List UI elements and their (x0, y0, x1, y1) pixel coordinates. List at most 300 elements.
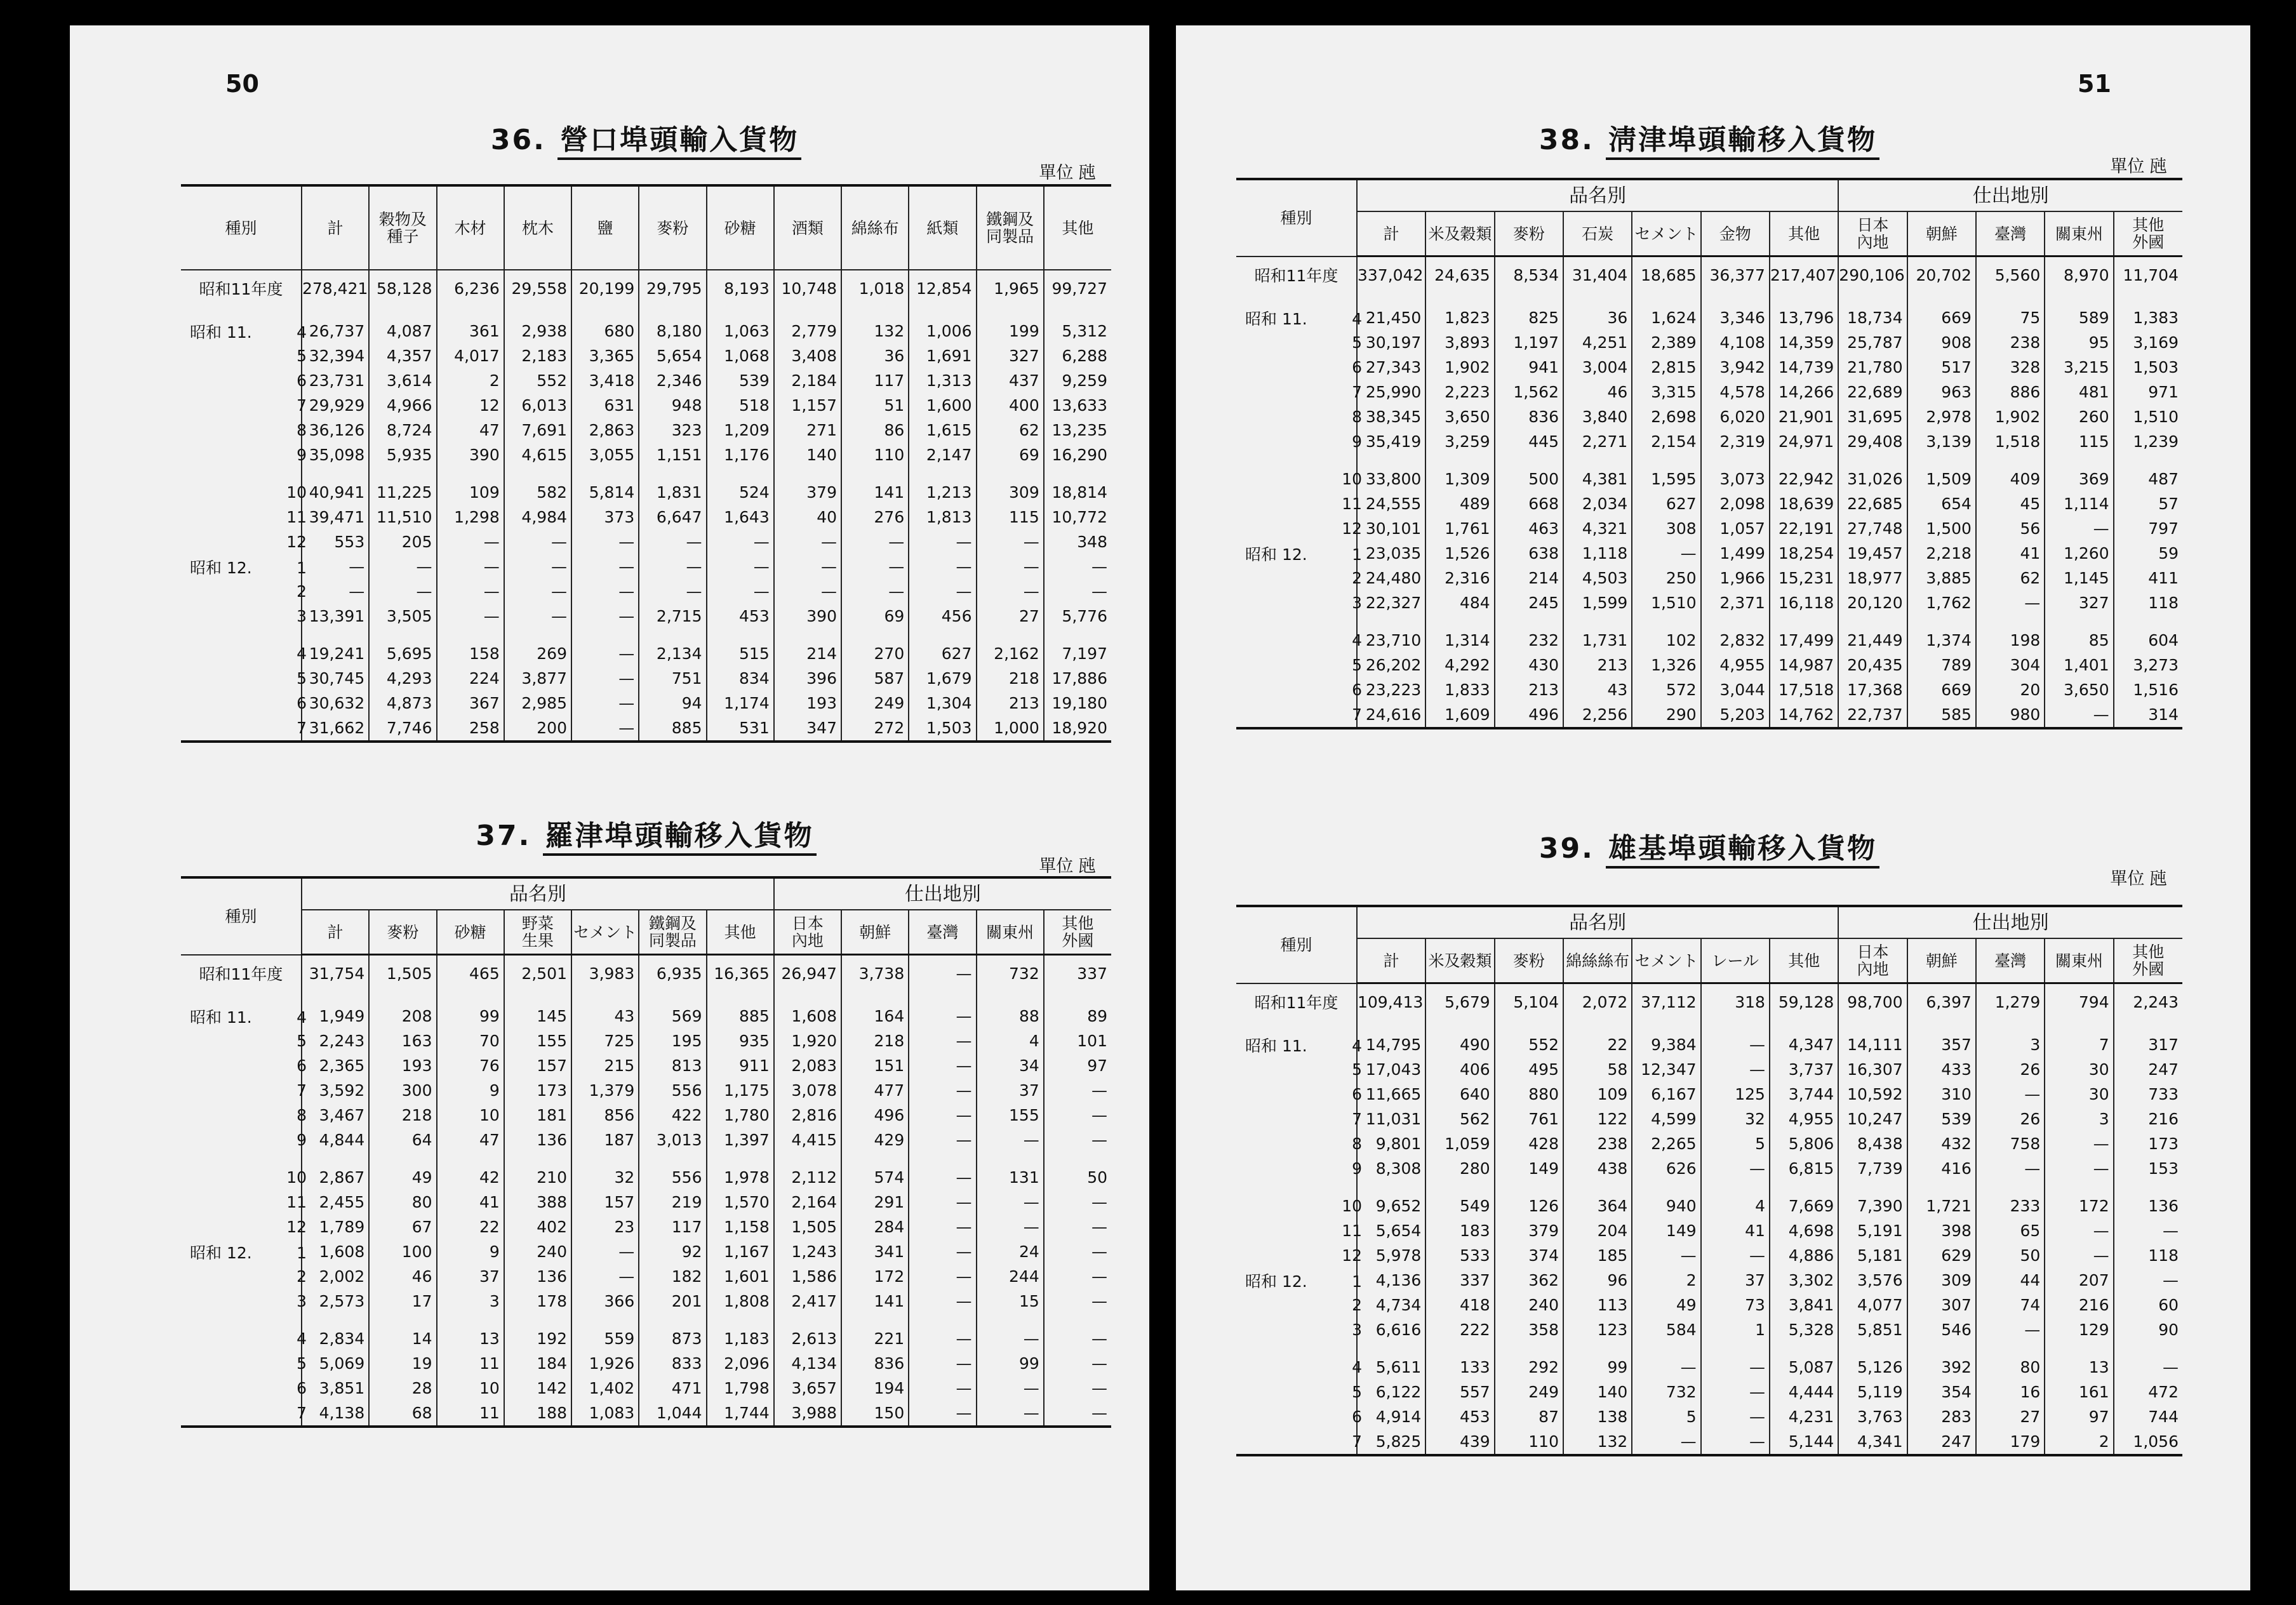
cell-value: 1,516 (2114, 677, 2182, 702)
row-label: 昭和11年度 (199, 280, 283, 298)
cell-value: 2,365 (302, 1053, 369, 1078)
row-label (181, 1401, 307, 1427)
column-header: 石炭 (1563, 211, 1632, 256)
cell-value: 3,315 (1632, 380, 1700, 404)
cell-value: 1,018 (841, 270, 909, 306)
cell-value: 496 (841, 1103, 909, 1128)
cell-value: 4,844 (302, 1128, 369, 1152)
cell-value: 244 (977, 1264, 1044, 1289)
cell-value: 825 (1495, 305, 1563, 330)
cell-value: 1,595 (1632, 467, 1700, 491)
row-month: 3 (1352, 594, 1362, 612)
row-month: 10 (286, 483, 307, 502)
cell-value: 1,379 (571, 1078, 639, 1103)
cell-value: 19,180 (1044, 691, 1111, 716)
column-header: 日本 內地 (774, 910, 841, 955)
cell-value: 5,144 (1770, 1429, 1838, 1455)
row-month: 6 (297, 1056, 307, 1075)
table-row (1236, 653, 2182, 677)
spacer-cell (1425, 615, 1494, 628)
spacer-cell (1236, 454, 1357, 467)
spacer-cell (504, 1152, 571, 1165)
row-label (181, 604, 307, 629)
cell-value: 430 (1495, 653, 1563, 677)
spacer-cell (1044, 1314, 1111, 1326)
spacer-cell (1044, 629, 1111, 641)
row-label (181, 1376, 307, 1401)
table-row (1236, 628, 2182, 653)
cell-value: 337,042 (1357, 256, 1425, 293)
table-row (181, 1078, 1111, 1103)
header-row (1236, 179, 2182, 211)
table-row (1236, 1107, 2182, 1131)
cell-value: 1,304 (909, 691, 976, 716)
column-header: 臺灣 (909, 910, 976, 955)
cell-value: 22,685 (1838, 491, 1907, 516)
spacer-cell (1425, 1342, 1494, 1355)
cell-value: 195 (639, 1029, 706, 1053)
spacer-cell (302, 991, 369, 1004)
cell-value: 25,990 (1357, 380, 1425, 404)
row-month: 10 (286, 1168, 307, 1187)
row-month: 2 (1352, 1296, 1362, 1314)
cell-value: — (571, 641, 639, 666)
cell-value: 117 (639, 1215, 706, 1239)
cell-value: 357 (1907, 1032, 1976, 1057)
spacer-cell (1770, 1020, 1838, 1032)
cell-value: 484 (1425, 590, 1494, 615)
cell-value: 935 (707, 1029, 774, 1053)
cell-value: 187 (571, 1128, 639, 1152)
cell-value: 3,657 (774, 1376, 841, 1401)
cell-value: 4,321 (1563, 516, 1632, 541)
table-row (1236, 467, 2182, 491)
cell-value: 1,326 (1632, 653, 1700, 677)
row-month: 3 (297, 1292, 307, 1310)
spacer-cell (571, 467, 639, 480)
row-month: 5 (297, 347, 307, 365)
cell-value: 5,191 (1838, 1218, 1907, 1243)
cell-value: 10,592 (1838, 1082, 1907, 1107)
cell-value: 4,108 (1701, 330, 1770, 355)
spacer-cell (1044, 1152, 1111, 1165)
column-header: 計 (302, 185, 369, 270)
cell-value: — (571, 529, 639, 554)
spacer-cell (909, 467, 976, 480)
spacer-cell (1425, 1181, 1494, 1194)
row-label (1236, 1293, 1362, 1317)
cell-value: — (909, 1376, 976, 1401)
cell-value: 604 (2114, 628, 2182, 653)
spacer-cell (1770, 1181, 1838, 1194)
cell-value: 30 (2045, 1082, 2113, 1107)
cell-value: 10 (437, 1103, 504, 1128)
unit-label: 單位 瓲 (2110, 869, 2167, 889)
cell-value: 725 (571, 1029, 639, 1053)
cell-value: 836 (1495, 404, 1563, 429)
spacer-cell (1907, 1342, 1976, 1355)
table-row (181, 716, 1111, 742)
spacer-cell (504, 1314, 571, 1326)
spacer-cell (909, 306, 976, 319)
cell-value: 35,098 (302, 443, 369, 467)
cell-value: 4,415 (774, 1128, 841, 1152)
cell-value: 218 (369, 1103, 436, 1128)
cell-value: 3,576 (1838, 1268, 1907, 1293)
cell-value: 2,183 (504, 343, 571, 368)
row-label (1236, 429, 1362, 454)
cell-value: 10,772 (1044, 505, 1111, 529)
cell-value: 1,239 (2114, 429, 2182, 454)
cell-value: 1,798 (707, 1376, 774, 1401)
cell-value: 27,748 (1838, 516, 1907, 541)
row-month: 11 (286, 1193, 307, 1211)
cell-value: 136 (504, 1264, 571, 1289)
cell-value: 193 (774, 691, 841, 716)
cell-value: 44 (1976, 1268, 2045, 1293)
cell-value: 42 (437, 1165, 504, 1190)
cell-value: 539 (707, 368, 774, 393)
cell-value: 40,941 (302, 480, 369, 505)
cell-value: 789 (1907, 653, 1976, 677)
cell-value: 50 (1044, 1165, 1111, 1190)
cell-value: — (1044, 1351, 1111, 1376)
cell-value: 1,902 (1425, 355, 1494, 380)
cell-value: 233 (1976, 1194, 2045, 1218)
cell-value: — (2045, 1218, 2113, 1243)
spacer-cell (1495, 293, 1563, 305)
cell-value: 5,312 (1044, 319, 1111, 343)
cell-value: 361 (437, 319, 504, 343)
cell-value: 2,389 (1632, 330, 1700, 355)
cell-value: 4,503 (1563, 566, 1632, 590)
cell-value: 369 (2045, 467, 2113, 491)
spacer-cell (1907, 1181, 1976, 1194)
cell-value: 11 (437, 1401, 504, 1427)
cell-value: — (909, 554, 976, 579)
cell-value: — (977, 554, 1044, 579)
cell-value: — (909, 1239, 976, 1264)
cell-value: 276 (841, 505, 909, 529)
cell-value: 16,290 (1044, 443, 1111, 467)
cell-value: 15,231 (1770, 566, 1838, 590)
spacer-row (1236, 293, 2182, 305)
column-header: 其他 (707, 910, 774, 955)
cell-value: 680 (571, 319, 639, 343)
cell-value: — (2045, 516, 2113, 541)
spacer-cell (1632, 454, 1700, 467)
spacer-cell (1236, 1342, 1357, 1355)
cell-value: 4,698 (1770, 1218, 1838, 1243)
header-row (181, 877, 1111, 910)
cell-value: 12 (437, 393, 504, 418)
cell-value: 1,260 (2045, 541, 2113, 566)
cell-value: 249 (1495, 1380, 1563, 1404)
row-label (1236, 305, 1362, 330)
cell-value: 428 (1495, 1131, 1563, 1156)
column-header: 穀物及 種子 (369, 185, 436, 270)
cell-value: 437 (977, 368, 1044, 393)
cell-value: 2,863 (571, 418, 639, 443)
cell-value: 5,126 (1838, 1355, 1907, 1380)
spacer-cell (302, 1314, 369, 1326)
cell-value: 8,970 (2045, 256, 2113, 293)
cell-value: 60 (2114, 1293, 2182, 1317)
cell-value: 416 (1907, 1156, 1976, 1181)
spacer-cell (504, 467, 571, 480)
cell-value: 163 (369, 1029, 436, 1053)
spacer-cell (977, 1314, 1044, 1326)
column-header: 綿絲絲布 (1563, 938, 1632, 983)
cell-value: 1,586 (774, 1264, 841, 1289)
table-row (1236, 429, 2182, 454)
cell-value: 49 (1632, 1293, 1700, 1317)
column-header: 米及穀類 (1425, 211, 1494, 256)
cell-value: 400 (977, 393, 1044, 418)
spacer-cell (1495, 454, 1563, 467)
row-label (181, 505, 307, 529)
cell-value: 8,180 (639, 319, 706, 343)
cell-value: 178 (504, 1289, 571, 1314)
cell-value: 9,801 (1357, 1131, 1425, 1156)
cell-value: — (1701, 1032, 1770, 1057)
cell-value: 531 (707, 716, 774, 742)
cell-value: 5,087 (1770, 1355, 1838, 1380)
cell-value: 1,503 (2114, 355, 2182, 380)
row-label (181, 529, 307, 554)
cell-value: 13 (437, 1326, 504, 1351)
group-header-items: 品名別 (1357, 179, 1838, 211)
cell-value: 31,695 (1838, 404, 1907, 429)
cell-value: 102 (1632, 628, 1700, 653)
cell-value: 3,737 (1770, 1057, 1838, 1082)
spacer-cell (1563, 454, 1632, 467)
cell-value: 140 (774, 443, 841, 467)
cell-value: 940 (1632, 1194, 1700, 1218)
column-header: レール (1701, 938, 1770, 983)
row-month: 5 (297, 1032, 307, 1050)
table-37 (181, 876, 1111, 1428)
table-row (1236, 256, 2182, 293)
cell-value: 7,669 (1770, 1194, 1838, 1218)
cell-value: — (841, 554, 909, 579)
cell-value: 10,748 (774, 270, 841, 306)
cell-value: 1,978 (707, 1165, 774, 1190)
row-label (1236, 1082, 1362, 1107)
spacer-cell (181, 306, 302, 319)
cell-value: 3,592 (302, 1078, 369, 1103)
cell-value: 155 (504, 1029, 571, 1053)
table-row (181, 393, 1111, 418)
column-header: 麥粉 (639, 185, 706, 270)
cell-value: 1,510 (2114, 404, 2182, 429)
cell-value: 880 (1495, 1082, 1563, 1107)
cell-value: — (1044, 1376, 1111, 1401)
table-row (181, 955, 1111, 992)
row-era: 昭和 11. (190, 323, 252, 342)
cell-value: 422 (639, 1103, 706, 1128)
cell-value: 29,929 (302, 393, 369, 418)
cell-value: 328 (1976, 355, 2045, 380)
spacer-cell (504, 306, 571, 319)
row-month: 8 (1352, 408, 1362, 426)
cell-value: 151 (841, 1053, 909, 1078)
cell-value: 552 (504, 368, 571, 393)
row-label (1236, 404, 1362, 429)
cell-value: 24,480 (1357, 566, 1425, 590)
cell-value: 1,374 (1907, 628, 1976, 653)
spacer-cell (1357, 615, 1425, 628)
spacer-cell (1632, 293, 1700, 305)
cell-value: 2,271 (1563, 429, 1632, 454)
row-era: 昭和 12. (1245, 1272, 1307, 1291)
cell-value: 5,560 (1976, 256, 2045, 293)
table-row (1236, 1243, 2182, 1268)
column-header: 砂糖 (707, 185, 774, 270)
spacer-cell (1236, 615, 1357, 628)
table-title-text: 羅津埠頭輸移入貨物 (543, 820, 817, 856)
table-row (1236, 1131, 2182, 1156)
cell-value: 87 (1495, 1404, 1563, 1429)
spacer-cell (437, 467, 504, 480)
cell-value: 669 (1907, 305, 1976, 330)
table-row (181, 1264, 1111, 1289)
row-label (181, 1078, 307, 1103)
table-39-section (1236, 806, 2182, 1530)
spacer-row (1236, 454, 2182, 467)
cell-value: 34 (977, 1053, 1044, 1078)
group-header-origin: 仕出地別 (1838, 179, 2182, 211)
spacer-cell (707, 1152, 774, 1165)
spacer-row (1236, 1181, 2182, 1194)
cell-value: 1,314 (1425, 628, 1494, 653)
cell-value: 323 (639, 418, 706, 443)
cell-value: 515 (707, 641, 774, 666)
cell-value: 4,984 (504, 505, 571, 529)
cell-value: 97 (1044, 1053, 1111, 1078)
spacer-cell (1357, 1020, 1425, 1032)
cell-value: 73 (1701, 1293, 1770, 1317)
cell-value: 210 (504, 1165, 571, 1190)
cell-value: — (1044, 1103, 1111, 1128)
spacer-cell (1701, 454, 1770, 467)
cell-value: 836 (841, 1351, 909, 1376)
cell-value: 1,243 (774, 1239, 841, 1264)
cell-value: — (909, 1264, 976, 1289)
column-header-row (1236, 938, 2182, 983)
cell-value: 1,679 (909, 666, 976, 691)
row-month: 5 (1352, 656, 1362, 674)
cell-value: 110 (841, 443, 909, 467)
table-row (1236, 1293, 2182, 1317)
cell-value: 2,573 (302, 1289, 369, 1314)
table-row (1236, 330, 2182, 355)
cell-value: 2,815 (1632, 355, 1700, 380)
row-month: 4 (1352, 1358, 1362, 1376)
cell-value: 627 (1632, 491, 1700, 516)
cell-value: 433 (1907, 1057, 1976, 1082)
cell-value: 2,698 (1632, 404, 1700, 429)
cell-value: 1,813 (909, 505, 976, 529)
cell-value: 1,526 (1425, 541, 1494, 566)
spacer-cell (1976, 1020, 2045, 1032)
cell-value: 2,978 (1907, 404, 1976, 429)
cell-value: 2,867 (302, 1165, 369, 1190)
cell-value: — (1044, 1078, 1111, 1103)
cell-value: 24,555 (1357, 491, 1425, 516)
cell-value: — (369, 554, 436, 579)
row-month: 4 (1352, 631, 1362, 649)
table-row (181, 1165, 1111, 1190)
column-header: 鐵鋼及 同製品 (977, 185, 1044, 270)
cell-value: 1,731 (1563, 628, 1632, 653)
cell-value: — (571, 1264, 639, 1289)
table-row (181, 1103, 1111, 1128)
cell-value: 1,833 (1425, 677, 1494, 702)
cell-value: 390 (437, 443, 504, 467)
cell-value: 310 (1907, 1082, 1976, 1107)
spacer-cell (1770, 293, 1838, 305)
cell-value: 41 (1701, 1218, 1770, 1243)
cell-value: 3,877 (504, 666, 571, 691)
cell-value: 271 (774, 418, 841, 443)
cell-value: 179 (1976, 1429, 2045, 1455)
cell-value: 392 (1907, 1355, 1976, 1380)
cell-value: 11,225 (369, 480, 436, 505)
cell-value: 813 (639, 1053, 706, 1078)
cell-value: 290,106 (1838, 256, 1907, 293)
cell-value: 7,390 (1838, 1194, 1907, 1218)
cell-value: 10 (437, 1376, 504, 1401)
cell-value: 57 (2114, 491, 2182, 516)
cell-value: 589 (2045, 305, 2113, 330)
cell-value: 2 (437, 368, 504, 393)
cell-value: 38,345 (1357, 404, 1425, 429)
cell-value: 2,832 (1701, 628, 1770, 653)
cell-value: 4,914 (1357, 1404, 1425, 1429)
cell-value: 308 (1632, 516, 1700, 541)
table-row (1236, 1268, 2182, 1293)
cell-value: 409 (1976, 467, 2045, 491)
table-row (181, 641, 1111, 666)
spacer-cell (1425, 293, 1494, 305)
cell-value: — (1632, 1429, 1700, 1455)
cell-value: 182 (639, 1264, 706, 1289)
table-row (1236, 1218, 2182, 1243)
row-month: 1 (297, 1243, 307, 1262)
cell-value: 833 (639, 1351, 706, 1376)
cell-value: 834 (707, 666, 774, 691)
cell-value: 2,147 (909, 443, 976, 467)
cell-value: 456 (909, 604, 976, 629)
cell-value: 69 (841, 604, 909, 629)
cell-value: 5,069 (302, 1351, 369, 1376)
cell-value: 3,078 (774, 1078, 841, 1103)
cell-value: 490 (1425, 1032, 1494, 1057)
cell-value: 161 (2045, 1380, 2113, 1404)
cell-value: — (1044, 1128, 1111, 1152)
cell-value: 193 (369, 1053, 436, 1078)
cell-value: 1,167 (707, 1239, 774, 1264)
cell-value: 1,000 (977, 716, 1044, 742)
spacer-cell (909, 629, 976, 641)
cell-value: 9 (437, 1078, 504, 1103)
cell-value: 4,341 (1838, 1429, 1907, 1455)
cell-value: 1,157 (774, 393, 841, 418)
cell-value: 2,184 (774, 368, 841, 393)
cell-value: 1,608 (302, 1239, 369, 1264)
cell-value: 1,309 (1425, 467, 1494, 491)
